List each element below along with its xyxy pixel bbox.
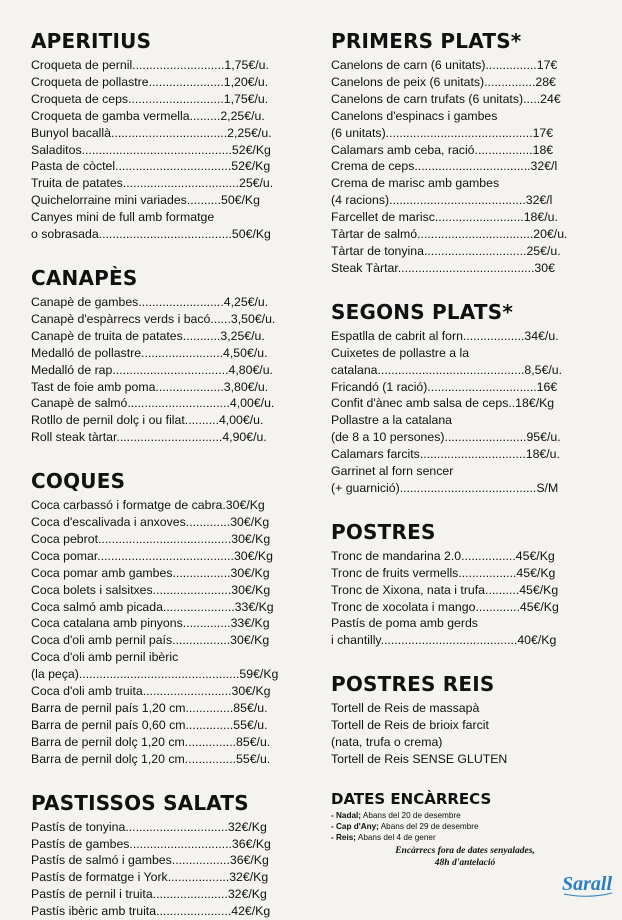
- dates-label: - Cap d'Any;: [331, 821, 379, 831]
- menu-item: Calamars amb ceba, ració.................18€: [331, 142, 554, 157]
- menu-item: Crema de ceps..................................32€/l: [331, 159, 558, 174]
- menu-item: Canapè de salmó..............................4,00€/u.: [31, 396, 275, 411]
- dates-text: Abans del 4 de gener: [356, 832, 436, 842]
- menu-item: Fricandó (1 ració)................................16€: [331, 379, 558, 394]
- menu-item: Pastís de pernil i truita......................32€/Kg: [31, 887, 267, 902]
- menu-item: Coca d'oli amb truita..........................30€/Kg: [31, 684, 271, 699]
- section-title: PASTISSOS SALATS: [31, 790, 249, 815]
- menu-item: Coca d'oli amb pernil país.................30€/Kg: [31, 633, 270, 648]
- menu-item: Tortell de Reis de massapà: [331, 701, 480, 716]
- section-coques: [31, 468, 303, 768]
- menu-item: Crema de marisc amb gambes: [331, 176, 500, 191]
- menu-item: i chantilly........................................40€/Kg: [331, 633, 557, 648]
- section-title: APERITIUS: [31, 29, 152, 53]
- menu-item: Pastís de formatge i York..................32€/Kg: [31, 870, 269, 885]
- menu-item: Canelons de peix (6 unitats)...............28€: [331, 74, 556, 89]
- menu-item: Cuixetes de pollastre a la: [331, 345, 470, 360]
- section-title: POSTRES REIS: [331, 672, 495, 697]
- section-title: CANAPÈS: [31, 265, 138, 290]
- menu-item: Medalló de rap..................................4,80€/u.: [31, 362, 273, 377]
- section-aperitius: [31, 28, 303, 243]
- menu-item: Tàrtar de salmó..................................20€/u.: [331, 227, 568, 242]
- menu-item: Barra de pernil país 1,20 cm..............85€/u.: [31, 701, 268, 715]
- menu-item: Coca salmó amb picada.....................33€/Kg: [31, 599, 274, 614]
- menu-item: Bunyol bacallà..................................2,25€/u.: [31, 125, 272, 140]
- order-note-line: Encàrrecs fora de dates senyalades,: [395, 846, 535, 856]
- menu-item: Canapè d'espàrrecs verds i bacó......3,50€/u.: [31, 311, 276, 326]
- menu-item: Canelons de carn (6 unitats)...............17€: [331, 58, 558, 72]
- dates-label: - Nadal;: [331, 810, 362, 820]
- menu-item: Coca carbassó i formatge de cabra.30€/Kg: [31, 498, 265, 513]
- menu-item: Tronc de fruits vermells.................45€/Kg: [331, 565, 556, 580]
- menu-item: Coca d'escalivada i anxoves.............30€/Kg: [31, 515, 270, 530]
- menu-item: Calamars farcits...............................18€/u.: [331, 447, 560, 462]
- section-canapes: [31, 265, 303, 446]
- menu-item: Truita de patates..................................25€/u.: [31, 176, 274, 191]
- menu-item: (+ guarnició)........................................S/M: [331, 480, 559, 495]
- order-note-line: 48h d'antelació: [434, 858, 496, 868]
- menu-item: Barra de pernil dolç 1,20 cm...............85€/u.: [31, 734, 271, 749]
- section-title: PRIMERS PLATS*: [331, 29, 522, 53]
- right-column: [331, 28, 593, 843]
- section-title: POSTRES: [331, 519, 436, 544]
- menu-item: Coca pebrot.......................................30€/Kg: [31, 531, 271, 546]
- menu-item: Tortell de Reis SENSE GLUTEN: [331, 752, 508, 766]
- menu-item: Canapè de truita de patates...........3,25€/u.: [31, 328, 265, 343]
- menu-item: Pastís ibèric amb truita......................42€/Kg: [31, 904, 271, 919]
- menu-item: Coca catalana amb pinyons..............33€/Kg: [31, 616, 270, 631]
- section-dates-encarrecs: [331, 790, 593, 843]
- dates-line: [331, 832, 593, 843]
- menu-item: Tronc de xocolata i mango.............45€/Kg: [331, 599, 559, 614]
- dates-title: DATES ENCÀRRECS: [331, 789, 492, 808]
- section-title: COQUES: [31, 469, 126, 494]
- menu-item: Pastís de gambes..............................36€/Kg: [31, 836, 271, 851]
- menu-item: Roll steak tàrtar...............................4,90€/u.: [31, 430, 267, 445]
- menu-item: Canelons d'espinacs i gambes: [331, 108, 498, 123]
- dates-line: [331, 810, 593, 821]
- menu-item: Croqueta de gamba vermella.........2,25€/u.: [31, 108, 265, 123]
- section-postres: [331, 519, 593, 649]
- menu-item: Rotllo de pernil dolç i ou filat..........4,00€/u.: [31, 413, 264, 428]
- menu-item: Pastís de tonyina..............................32€/Kg: [31, 819, 267, 834]
- menu-item: Barra de pernil dolç 1,20 cm...............55€/u.: [31, 751, 271, 766]
- menu-item: Espatlla de cabrit al forn..................34€/u.: [331, 328, 559, 343]
- dates-label: - Reis;: [331, 832, 357, 842]
- menu-item: Garrinet al forn sencer: [331, 464, 454, 479]
- menu-item: o sobrasada.......................................50€/Kg: [31, 227, 271, 242]
- menu-item: Barra de pernil país 0,60 cm..............55€/u.: [31, 717, 268, 732]
- menu-item: Steak Tàrtar........................................30€: [331, 260, 555, 275]
- order-note: [355, 845, 575, 869]
- menu-item: Quichelorraine mini variades..........50€/Kg: [31, 193, 260, 208]
- section-title: SEGONS PLATS*: [331, 299, 514, 324]
- menu-item: Canyes mini de full amb formatge: [31, 210, 215, 225]
- menu-item: Pastís de poma amb gerds: [331, 616, 478, 631]
- menu-item: Tast de foie amb poma....................3,80€/u.: [31, 379, 269, 394]
- menu-item: Pollastre a la catalana: [331, 413, 452, 428]
- menu-item: catalana...........................................8,5€/u.: [331, 362, 563, 377]
- menu-item: Tronc de mandarina 2.0................45€/Kg: [331, 548, 555, 563]
- dates-text: Abans del 20 de desembre: [361, 810, 461, 820]
- section-pastissos-salats: [31, 790, 303, 920]
- menu-item: Croqueta de pernil...........................1,75€/u.: [31, 58, 269, 72]
- menu-item: Tàrtar de tonyina..............................25€/u.: [331, 243, 561, 258]
- menu-item: Croqueta de pollastre......................1,20€/u.: [31, 74, 269, 89]
- menu-item: Pastís de salmó i gambes.................36€/Kg: [31, 853, 269, 868]
- menu-item: Coca d'oli amb pernil ibèric: [31, 650, 179, 665]
- menu-item: Medalló de pollastre........................4,50€/u.: [31, 345, 268, 360]
- dates-line: [331, 821, 593, 832]
- menu-item: (de 8 a 10 persones)........................95€/u.: [331, 430, 561, 445]
- menu-item: Confit d'ànec amb salsa de ceps..18€/Kg: [331, 396, 555, 411]
- menu-item: Coca pomar amb gambes.................30€/Kg: [31, 565, 270, 580]
- menu-item: Croqueta de ceps............................1,75€/u.: [31, 91, 269, 106]
- menu-item: Tortell de Reis de brioix farcit: [331, 718, 489, 733]
- section-primers-plats: [331, 28, 593, 277]
- menu-item: Saladitos............................................52€/Kg: [31, 142, 271, 157]
- menu-item: Tronc de Xixona, nata i trufa..........45€/Kg: [331, 582, 559, 597]
- menu-item: Pasta de còctel..................................52€/Kg: [31, 159, 271, 174]
- menu-item: Farcellet de marisc..........................18€/u.: [331, 210, 558, 225]
- menu-item: (nata, trufa o crema): [331, 735, 443, 750]
- brand-logo: [560, 868, 616, 902]
- menu-item: Coca pomar........................................30€/Kg: [31, 548, 273, 563]
- left-column: [31, 28, 303, 920]
- menu-item: (4 racions)........................................32€/l: [331, 193, 553, 208]
- menu-item: (la peça)...............................................59€/Kg: [31, 667, 279, 682]
- section-postres-reis: [331, 671, 593, 768]
- brand-logo-text: Sarall: [562, 873, 613, 895]
- menu-item: Coca bolets i salsitxes.......................30€/Kg: [31, 582, 271, 597]
- menu-item: Canapè de gambes.........................4,25€/u.: [31, 294, 269, 309]
- menu-item: (6 unitats)...........................................17€: [331, 125, 554, 140]
- section-segons-plats: [331, 299, 593, 497]
- menu-item: Canelons de carn trufats (6 unitats).....24€: [331, 91, 561, 106]
- dates-text: Abans del 29 de desembre: [378, 821, 479, 831]
